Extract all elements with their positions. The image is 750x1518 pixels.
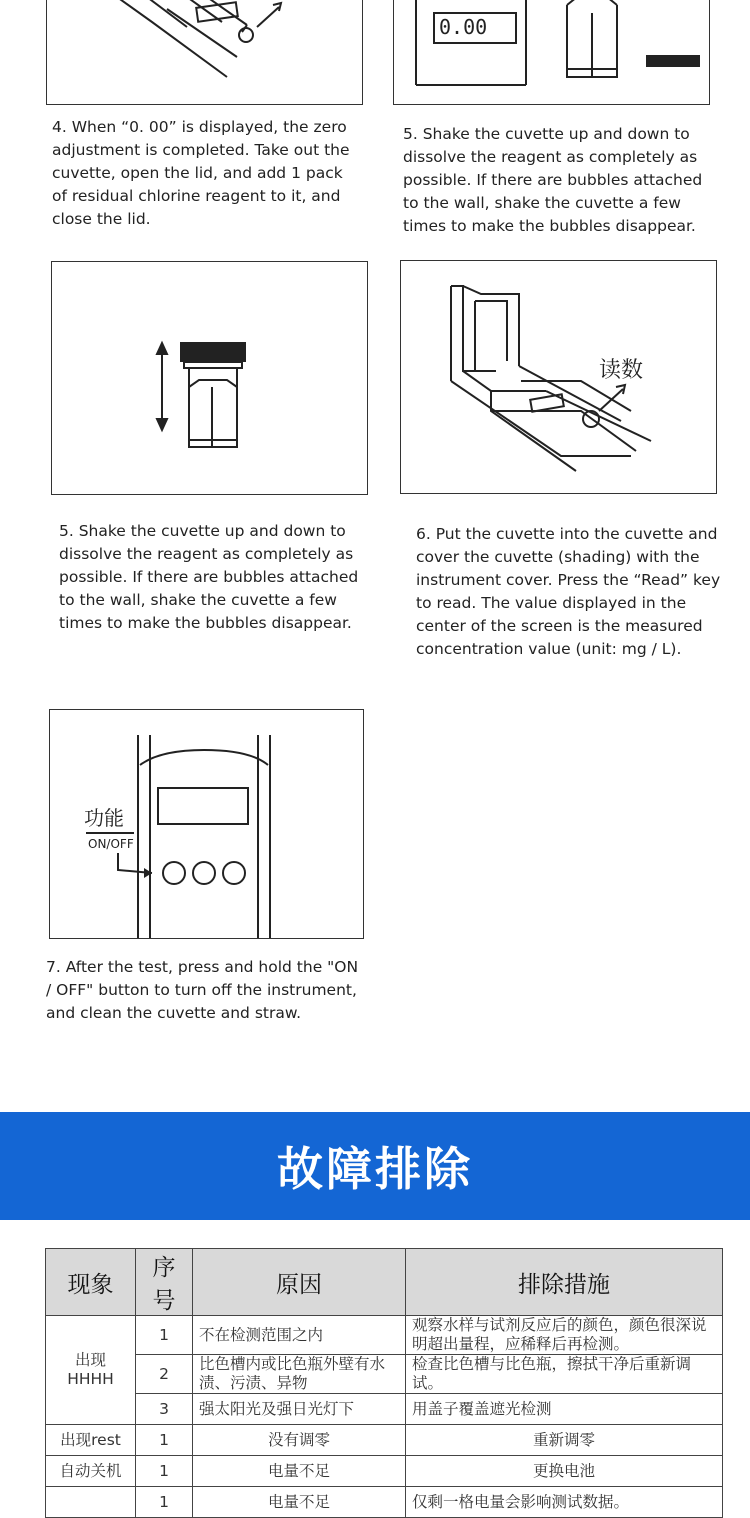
cause-cell: 没有调零: [193, 1425, 406, 1456]
solution-cell: 更换电池: [406, 1456, 723, 1487]
number-cell: 1: [136, 1487, 193, 1518]
cause-cell: 电量不足: [193, 1456, 406, 1487]
troubleshooting-banner: [0, 1112, 750, 1220]
number-cell: 1: [136, 1316, 193, 1355]
table-row: [46, 1487, 723, 1518]
figure-power-off: [49, 709, 364, 939]
solution-cell: 仅剩一格电量会影响测试数据。: [406, 1487, 723, 1518]
figure-read-value: [400, 260, 717, 494]
solution-cell: 重新调零: [406, 1425, 723, 1456]
number-cell: 1: [136, 1456, 193, 1487]
table-row: [46, 1316, 723, 1355]
table-row: [46, 1425, 723, 1456]
step-6-caption: 6. Put the cuvette into the cuvette and cover the cuvette (shading) with the instrument cover. Press the “Read” key to read. The value displayed in the center of the screen is the measured concentration value (unit: mg / L).: [416, 525, 721, 658]
number-cell: 1: [136, 1425, 193, 1456]
number-cell: 2: [136, 1355, 193, 1394]
step-5-caption-top: 5. Shake the cuvette up and down to dissolve the reagent as completely as possible. If there are bubbles attached to the wall, shake the cuvette a few times to make the bubbles disappear.: [403, 125, 703, 235]
cause-cell: 比色槽内或比色瓶外壁有水渍、污渍、异物: [193, 1355, 406, 1394]
cause-cell: 不在检测范围之内: [193, 1316, 406, 1355]
step-7-caption: 7. After the test, press and hold the "ON / OFF" button to turn off the instrument, and clean the cuvette and straw.: [46, 958, 359, 1022]
shake-illustration: [52, 262, 367, 494]
troubleshooting-table: [45, 1248, 723, 1518]
cause-cell: 强太阳光及强日光灯下: [193, 1394, 406, 1425]
function-label: 功能: [84, 806, 124, 830]
header-solution: 排除措施: [406, 1249, 723, 1316]
header-number: 序号: [136, 1249, 193, 1316]
step-4-caption: 4. When “0. 00” is displayed, the zero adjustment is completed. Take out the cuvette, open the lid, and add 1 pack of residual chlorine reagent to it, and close the lid.: [52, 118, 350, 228]
table-row: [46, 1355, 723, 1394]
solution-cell: 观察水样与试剂反应后的颜色，颜色很深说明超出量程，应稀释后再检测。: [406, 1316, 723, 1355]
solution-cell: 用盖子覆盖遮光检测: [406, 1394, 723, 1425]
table-row: [46, 1394, 723, 1425]
solution-cell: 检查比色槽与比色瓶，擦拭干净后重新调试。: [406, 1355, 723, 1394]
number-cell: 3: [136, 1394, 193, 1425]
read-illustration: [401, 261, 716, 493]
onoff-label: ON/OFF: [88, 837, 134, 851]
zero-display-value: 0.00: [439, 15, 488, 39]
figure-zero-display: [393, 0, 710, 105]
table-row: [46, 1456, 723, 1487]
header-phenomenon: 现象: [46, 1249, 136, 1316]
phenomenon-cell: 自动关机: [46, 1456, 136, 1487]
read-label: 读数: [599, 358, 644, 383]
step-5-caption: 5. Shake the cuvette up and down to dissolve the reagent as completely as possible. If there are bubbles attached to the wall, shake the cuvette a few times to make the bubbles disappear.: [59, 522, 359, 632]
table-header-row: [46, 1249, 723, 1316]
phenomenon-cell: [46, 1487, 136, 1518]
cause-cell: 电量不足: [193, 1487, 406, 1518]
phenomenon-cell: 出现rest: [46, 1425, 136, 1456]
phenomenon-cell: 出现 HHHH: [46, 1316, 136, 1425]
figure-step4-instrument: [46, 0, 363, 105]
header-cause: 原因: [193, 1249, 406, 1316]
troubleshooting-title: 故障排除: [277, 1142, 473, 1196]
figure-shake-cuvette: [51, 261, 368, 495]
instrument-illustration: [47, 0, 362, 104]
